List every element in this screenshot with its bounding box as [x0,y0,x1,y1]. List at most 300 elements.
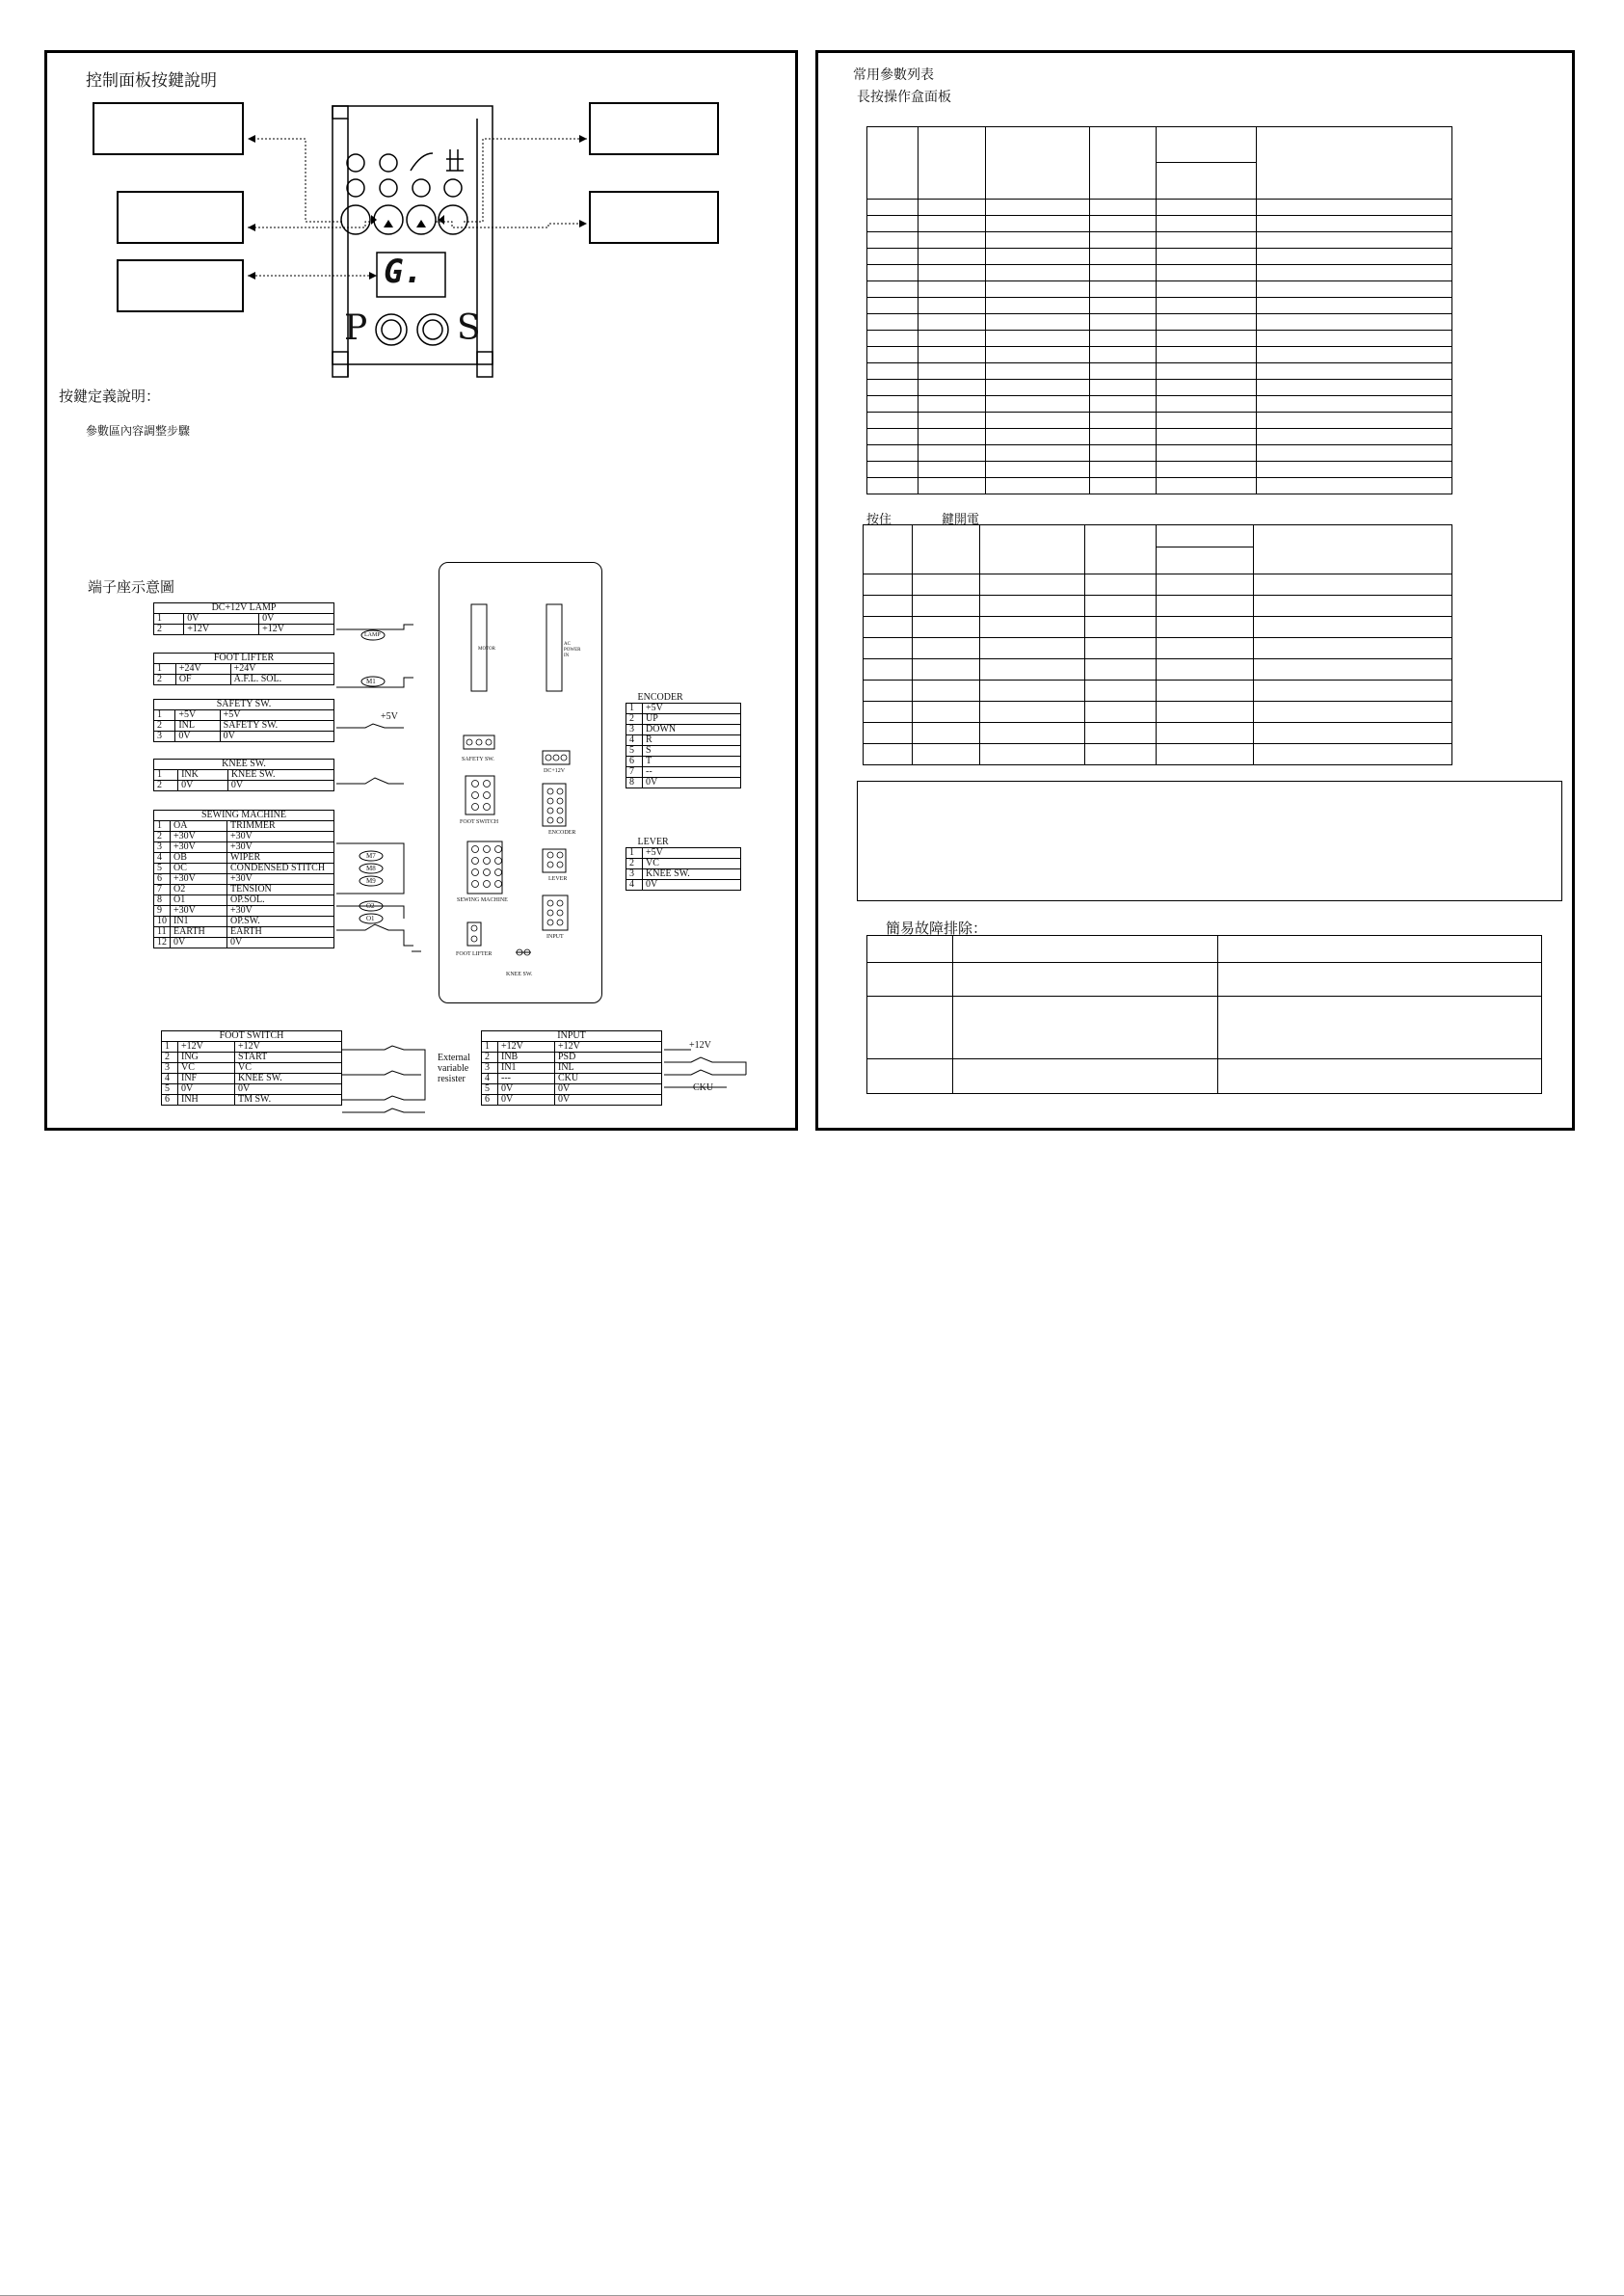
cell [1156,331,1256,347]
plus12v-label: +12V [689,1040,711,1051]
cell [1156,347,1256,363]
cell [1090,298,1156,314]
cell [1256,429,1451,445]
cell: A.F.L. SOL. [230,675,333,685]
cell [1253,617,1451,638]
cell: --- [498,1074,555,1084]
cell [867,936,953,963]
panel-letter-s: S [457,308,481,348]
cell [1256,200,1451,216]
cell [918,200,985,216]
cell [985,281,1089,298]
cell: 1 [626,848,643,859]
cell [985,314,1089,331]
cell: 3 [626,725,643,735]
press-label: 按住 [866,513,892,527]
cell: 2 [482,1053,498,1063]
cell: 4 [154,853,171,864]
cell [867,363,918,380]
cell: INH [178,1095,235,1106]
cell [1256,249,1451,265]
cell [985,298,1089,314]
cell: KNEE SW. [227,770,333,781]
cell [980,617,1084,638]
cell [985,249,1089,265]
cell [1253,596,1451,617]
cell [912,681,980,702]
cell [1090,331,1156,347]
header-cell [867,127,918,200]
cell [985,445,1089,462]
cell [1090,478,1156,494]
cell [1090,429,1156,445]
cell: 2 [626,714,643,725]
cell: 0V [259,614,334,625]
m7-label: M7 [366,852,376,860]
board-motor-label: MOTOR [478,647,495,652]
cell [1090,396,1156,413]
cell [1156,429,1256,445]
cell [918,331,985,347]
cell: +5V [643,848,741,859]
cell [980,638,1084,659]
cell [864,702,913,723]
cell: +30V [227,832,334,842]
cell: OC [171,864,227,874]
cell [1256,314,1451,331]
cell [1084,723,1157,744]
cell [1090,380,1156,396]
cell [1157,659,1254,681]
input-title: INPUT [482,1031,662,1042]
cell [1157,744,1254,765]
cell: START [235,1053,342,1063]
cell: VC [178,1063,235,1074]
cell [1156,462,1256,478]
cell [953,963,1218,997]
cell: INB [498,1053,555,1063]
cell [980,659,1084,681]
board-dc12v-label: DC+12V [544,768,566,774]
cell [1090,445,1156,462]
cell: 0V [235,1084,342,1095]
cell: 0V [555,1084,662,1095]
o1-label: O1 [366,915,375,922]
cell [1084,744,1157,765]
long-press-title: 長按操作盒面板 [857,90,951,105]
cell [918,314,985,331]
header-cell [980,525,1084,574]
panel-title: 控制面板按鍵說明 [86,71,217,91]
cell [867,445,918,462]
cell [918,232,985,249]
cell: KNEE SW. [643,869,741,880]
cell [1256,216,1451,232]
dc-lamp-title: DC+12V LAMP [154,603,334,614]
cell [1256,331,1451,347]
cell [912,659,980,681]
cell [1156,249,1256,265]
cell: 2 [154,832,171,842]
cell: 5 [162,1084,178,1095]
cell: 11 [154,927,171,938]
cell [1256,347,1451,363]
cell [1256,363,1451,380]
cell [912,596,980,617]
cell [1090,200,1156,216]
cell [867,380,918,396]
cell [912,617,980,638]
cell [1156,363,1256,380]
cell [985,232,1089,249]
header-cell [1256,127,1451,200]
cell: 1 [626,704,643,714]
m9-label: M9 [366,877,376,885]
cell [867,232,918,249]
cell [980,574,1084,596]
cell [918,396,985,413]
cell: 0V [643,778,741,788]
foot-lifter-title: FOOT LIFTER [154,654,334,664]
cell: 4 [482,1074,498,1084]
cell: OP.SW. [227,917,334,927]
split-top [1157,127,1256,163]
cell [1218,963,1542,997]
cell: +30V [171,842,227,853]
cell [864,723,913,744]
cell [1090,462,1156,478]
safety-sw-title: SAFETY SW. [154,700,334,710]
cell [980,723,1084,744]
cell [1090,314,1156,331]
cell [1218,936,1542,963]
cell: 4 [162,1074,178,1084]
cell: PSD [555,1053,662,1063]
cell [918,363,985,380]
cell [864,574,913,596]
external-resister-label: External variable resister [438,1053,470,1084]
cell [1256,413,1451,429]
cell [867,347,918,363]
cell [1253,723,1451,744]
plus5v-label: +5V [381,711,398,722]
cell [980,596,1084,617]
control-board-connectors [439,562,600,1001]
cell [864,744,913,765]
cell [1157,596,1254,617]
cell [1156,298,1256,314]
cell: 0V [220,732,333,742]
header-cell [1090,127,1156,200]
cell [985,363,1089,380]
terminal-diagram-title: 端子座示意圖 [88,578,175,596]
cell: 5 [626,746,643,757]
param-adjust-steps: 參數區內容調整步驟 [86,424,191,438]
cell: EARTH [227,927,334,938]
split-bottom [1157,163,1256,199]
cell [867,281,918,298]
cell: R [643,735,741,746]
cell [1256,380,1451,396]
cell: 0V [498,1084,555,1095]
cell: INK [178,770,228,781]
cell [1156,445,1256,462]
cell [1157,574,1254,596]
lamp-label: LAMP [364,632,381,638]
cell [1084,638,1157,659]
cell [867,478,918,494]
cell: IN1 [171,917,227,927]
header-cell [985,127,1089,200]
cell [1084,702,1157,723]
board-sewing-machine-label: SEWING MACHINE [457,897,508,903]
cell [953,936,1218,963]
cell [985,413,1089,429]
cell [1157,681,1254,702]
cell [867,265,918,281]
cell: +12V [235,1042,342,1053]
cell: 8 [154,895,171,906]
cell [1156,413,1256,429]
cell [1090,216,1156,232]
cell [912,744,980,765]
cell [980,681,1084,702]
cell [1156,314,1256,331]
cell: 4 [626,735,643,746]
cell: OF [175,675,230,685]
param-table-long-press [866,126,1452,494]
cell [1156,232,1256,249]
cell [1090,347,1156,363]
cell: 8 [626,778,643,788]
cell: 0V [498,1095,555,1106]
cell [1256,281,1451,298]
cell [1256,478,1451,494]
cell: 1 [162,1042,178,1053]
cell [918,249,985,265]
cell [1156,216,1256,232]
foot-switch-title: FOOT SWITCH [162,1031,342,1042]
cell [918,298,985,314]
header-cell [864,525,913,574]
header-cell [918,127,985,200]
cell [867,1059,953,1094]
board-ac-power-label: AC POWER IN [564,642,581,658]
board-foot-lifter-label: FOOT LIFTER [456,951,493,957]
board-knee-sw-label: KNEE SW. [506,972,533,977]
wiring-symbols [47,53,801,1134]
panel-letter-p: P [344,308,368,348]
cell: 2 [154,675,176,685]
cell [918,429,985,445]
cell [1253,702,1451,723]
cell [867,997,953,1059]
cell [1157,702,1254,723]
cell [1156,380,1256,396]
board-foot-switch-label: FOOT SWITCH [460,819,499,825]
cell: INF [178,1074,235,1084]
cell: +30V [171,832,227,842]
cell: +5V [643,704,741,714]
cell [1253,744,1451,765]
cell: OB [171,853,227,864]
cell [1090,363,1156,380]
cell: INL [175,721,220,732]
cell: IN1 [498,1063,555,1074]
header-cell [1084,525,1157,574]
cell [864,638,913,659]
header-cell [912,525,980,574]
cell [1256,232,1451,249]
cell: OA [171,821,227,832]
cell [912,723,980,744]
cell [918,413,985,429]
cell [864,659,913,681]
cell: O2 [171,885,227,895]
troubleshoot-table [866,935,1542,1094]
cell: +30V [227,842,334,853]
cell: TRIMMER [227,821,334,832]
cell [1256,445,1451,462]
cell: ING [178,1053,235,1063]
segment-display-char: G. [384,253,423,291]
cell: +24V [230,664,333,675]
common-params-title: 常用參數列表 [853,67,934,83]
troubleshoot-title: 簡易故障排除： [886,920,988,937]
cell [1253,659,1451,681]
cell: VC [235,1063,342,1074]
cell [867,216,918,232]
cell: 6 [154,874,171,885]
cell: 0V [178,781,228,791]
o2-label: O2 [366,902,375,910]
cell: +5V [175,710,220,721]
cell: 2 [162,1053,178,1063]
knee-sw-title: KNEE SW. [154,760,334,770]
cell [918,445,985,462]
sewing-machine-title: SEWING MACHINE [154,811,334,821]
cell: 0V [227,938,334,948]
param-table-power-on [863,524,1452,765]
cell: 6 [626,757,643,767]
cell: 2 [154,625,184,635]
cell: VC [643,859,741,869]
cell: TENSION [227,885,334,895]
cell [985,265,1089,281]
cell [1253,681,1451,702]
left-panel [44,50,798,1131]
lever-title: LEVER [637,837,669,847]
cell: 3 [154,732,175,742]
cell: -- [643,767,741,778]
cell [1256,396,1451,413]
cell: +12V [178,1042,235,1053]
cell: 4 [626,880,643,891]
cell: S [643,746,741,757]
cell [1090,281,1156,298]
cell: 7 [626,767,643,778]
board-safety-sw-label: SAFETY SW. [462,757,494,762]
split-bottom [1157,547,1253,574]
cell: 12 [154,938,171,948]
cell: 0V [178,1084,235,1095]
board-input-label: INPUT [546,934,564,940]
cell: INL [555,1063,662,1074]
cell: 3 [482,1063,498,1074]
cell [867,462,918,478]
cell: +12V [184,625,259,635]
cell: 7 [154,885,171,895]
cell: 3 [626,869,643,880]
encoder-title: ENCODER [637,692,683,703]
cell: T [643,757,741,767]
cell: 2 [154,781,178,791]
cell: TM SW. [235,1095,342,1106]
key-definition-title: 按鍵定義說明： [59,387,161,405]
cell: KNEE SW. [235,1074,342,1084]
cell: 6 [162,1095,178,1106]
cell: 9 [154,906,171,917]
cell [1157,638,1254,659]
notes-box [857,781,1562,901]
header-cell [1156,127,1256,200]
cell [912,702,980,723]
cell [1256,265,1451,281]
cell: 2 [626,859,643,869]
cell: OP.SOL. [227,895,334,906]
cell: 0V [175,732,220,742]
cell [1218,997,1542,1059]
cell: +12V [259,625,334,635]
cell [867,249,918,265]
m8-label: M8 [366,865,376,872]
cell: 0V [171,938,227,948]
cell [918,380,985,396]
cell [1156,281,1256,298]
cell [980,744,1084,765]
cell [867,331,918,347]
cell [867,314,918,331]
right-panel [815,50,1575,1131]
cell [985,331,1089,347]
cell: 3 [162,1063,178,1074]
cell: +30V [171,906,227,917]
cell: 1 [154,710,175,721]
cell [918,347,985,363]
cell [980,702,1084,723]
cell: 5 [154,864,171,874]
cell [1090,232,1156,249]
cell [918,265,985,281]
cell: 5 [482,1084,498,1095]
cell [1084,681,1157,702]
cell: 1 [154,664,176,675]
cell [867,396,918,413]
cell [867,429,918,445]
cell: 6 [482,1095,498,1106]
cell: DOWN [643,725,741,735]
cell [985,396,1089,413]
cell [1090,265,1156,281]
cell [867,298,918,314]
cell [867,200,918,216]
cell: 0V [555,1095,662,1106]
cell [912,574,980,596]
cell: O1 [171,895,227,906]
cell [1090,249,1156,265]
cell [985,200,1089,216]
cell [1253,638,1451,659]
